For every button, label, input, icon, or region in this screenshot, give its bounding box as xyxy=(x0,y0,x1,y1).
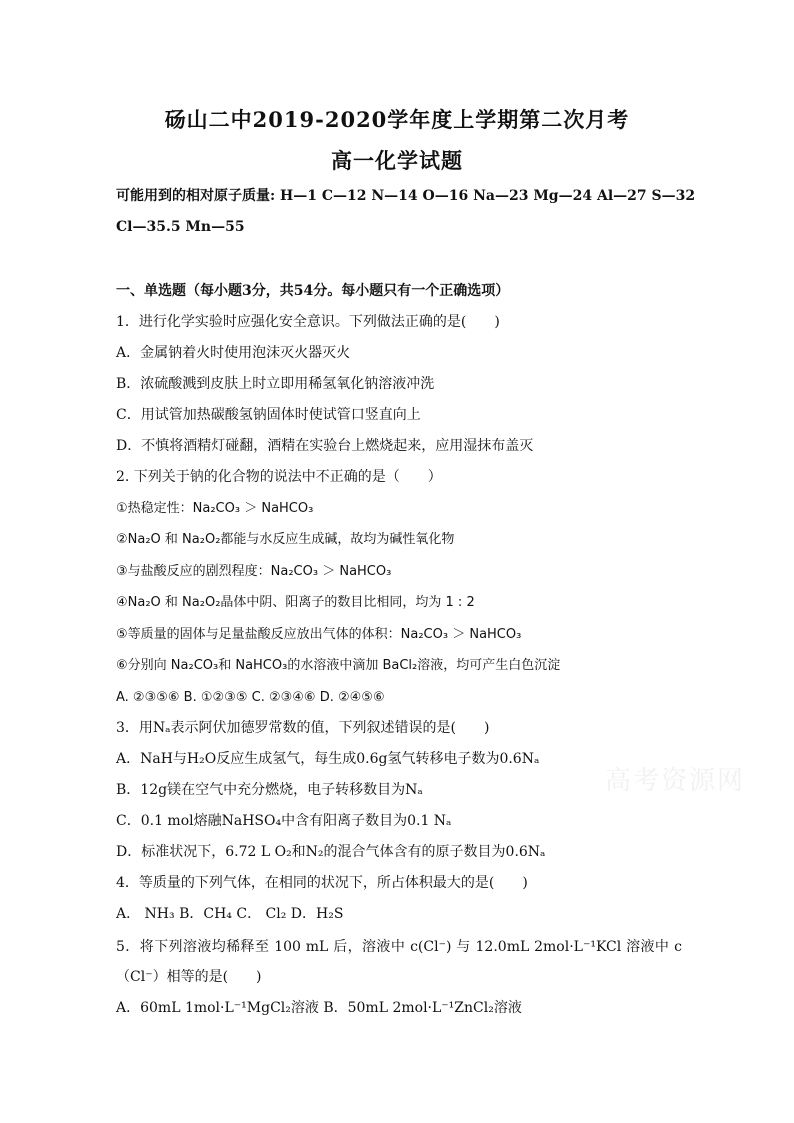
question-2-statement-3: ③与盐酸反应的剧烈程度：Na₂CO₃ ＞ NaHCO₃ xyxy=(116,564,392,579)
question-2-stem: 2. 下列关于钠的化合物的说法中不正确的是（ ） xyxy=(116,469,442,485)
section-heading: 一、单选题（每小题3分，共54分。每小题只有一个正确选项） xyxy=(116,283,510,299)
atomic-masses-line-2: Cl—35.5 Mn—55 xyxy=(116,219,245,235)
question-3-option-a: A．NaH与H₂O反应生成氢气，每生成0.6g氢气转移电子数为0.6Nₐ xyxy=(116,751,540,767)
question-1-option-a: A．金属钠着火时使用泡沫灭火器灭火 xyxy=(116,345,351,361)
question-5-stem-line-2: （Cl⁻）相等的是( ) xyxy=(116,969,262,985)
question-1-option-d: D．不慎将酒精灯碰翻，酒精在实验台上燃烧起来，应用湿抹布盖灭 xyxy=(116,438,534,454)
watermark: 高考资源网 xyxy=(605,766,746,796)
question-3-option-c: C．0.1 mol熔融NaHSO₄中含有阳离子数目为0.1 Nₐ xyxy=(116,813,452,829)
question-2-statement-4: ④Na₂O 和 Na₂O₂晶体中阴、阳离子的数目比相同，均为 1 : 2 xyxy=(116,595,475,610)
question-3-stem: 3．用Nₐ表示阿伏加德罗常数的值，下列叙述错误的是( ) xyxy=(116,720,490,736)
exam-title: 砀山二中2019-2020学年度上学期第二次月考 xyxy=(164,107,630,132)
question-4-options: A． NH₃ B．CH₄ C． Cl₂ D．H₂S xyxy=(116,906,344,922)
question-1-option-b: B．浓硫酸溅到皮肤上时立即用稀氢氧化钠溶液冲洗 xyxy=(116,376,435,392)
question-5-options: A．60mL 1mol·L⁻¹MgCl₂溶液 B．50mL 2mol·L⁻¹ZnCl₂溶液 xyxy=(116,1000,522,1016)
question-2-statement-6: ⑥分别向 Na₂CO₃和 NaHCO₃的水溶液中滴加 BaCl₂溶液，均可产生白色沉淀 xyxy=(116,658,561,673)
question-2-statement-1: ①热稳定性：Na₂CO₃ ＞ NaHCO₃ xyxy=(116,501,314,516)
atomic-masses-line-1: 可能用到的相对原子质量: H—1 C—12 N—14 O—16 Na—23 Mg—24 Al—27 S—32 xyxy=(116,188,696,204)
question-4-stem: 4．等质量的下列气体，在相同的状况下，所占体积最大的是( ) xyxy=(116,875,528,891)
question-3-option-b: B．12g镁在空气中充分燃烧，电子转移数目为Nₐ xyxy=(116,782,423,798)
question-1-stem: 1．进行化学实验时应强化安全意识。下列做法正确的是( ) xyxy=(116,314,500,330)
question-3-option-d: D．标准状况下，6.72 L O₂和N₂的混合气体含有的原子数目为0.6Nₐ xyxy=(116,844,546,860)
question-2-statement-5: ⑤等质量的固体与足量盐酸反应放出气体的体积：Na₂CO₃ ＞ NaHCO₃ xyxy=(116,627,522,642)
question-2-options: A. ②③⑤⑥ B. ①②③⑤ C. ②③④⑥ D. ②④⑤⑥ xyxy=(116,690,385,705)
question-2-statement-2: ②Na₂O 和 Na₂O₂都能与水反应生成碱，故均为碱性氧化物 xyxy=(116,532,455,547)
exam-subject-title: 高一化学试题 xyxy=(331,148,463,173)
question-1-option-c: C．用试管加热碳酸氢钠固体时使试管口竖直向上 xyxy=(116,407,421,423)
question-5-stem-line-1: 5．将下列溶液均稀释至 100 mL 后，溶液中 c(Cl⁻) 与 12.0mL 2mol·L⁻¹KCl 溶液中 c xyxy=(116,939,682,955)
